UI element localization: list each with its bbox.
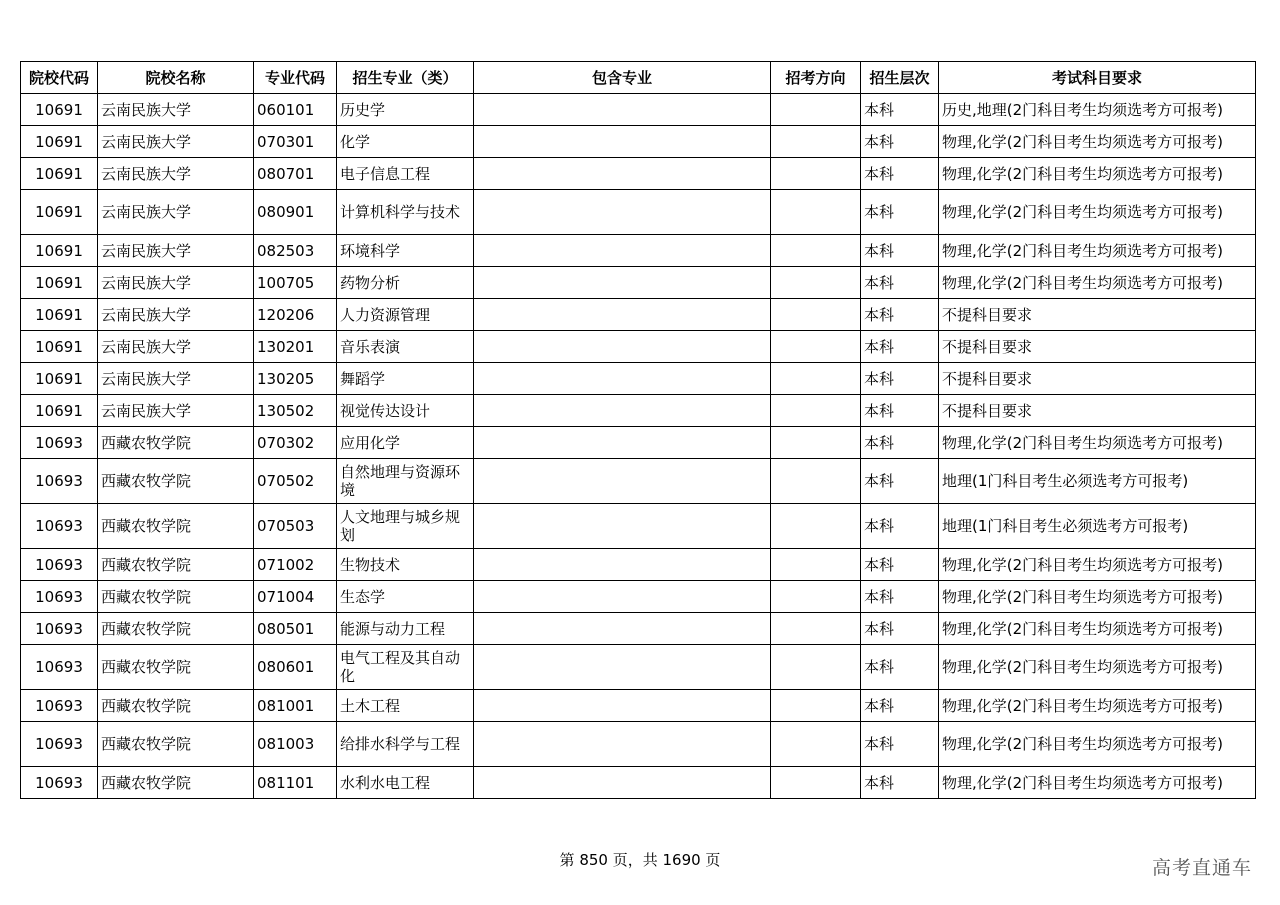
major-code-cell: 120206 [254,299,337,331]
major-code-cell: 080701 [254,158,337,190]
requirement-cell: 不提科目要求 [939,363,1256,395]
major-cell: 舞蹈学 [337,363,474,395]
school-code-cell: 10691 [21,363,98,395]
table-row [21,158,1256,190]
major-code-cell: 070502 [254,459,337,504]
school-code-cell: 10693 [21,427,98,459]
school-code-cell: 10691 [21,190,98,235]
school-name-cell: 云南民族大学 [98,94,254,126]
major-cell: 化学 [337,126,474,158]
school-code-cell: 10693 [21,504,98,549]
direction-cell [771,504,861,549]
direction-cell [771,767,861,799]
school-code-cell: 10693 [21,613,98,645]
level-cell: 本科 [861,581,939,613]
school-code-cell: 10691 [21,331,98,363]
school-name-cell: 西藏农牧学院 [98,581,254,613]
major-code-cell: 130205 [254,363,337,395]
major-cell: 人文地理与城乡规划 [337,504,474,549]
requirement-cell: 地理(1门科目考生必须选考方可报考) [939,459,1256,504]
school-name-cell: 西藏农牧学院 [98,690,254,722]
school-name-cell: 云南民族大学 [98,190,254,235]
school-code-cell: 10693 [21,722,98,767]
school-name-cell: 西藏农牧学院 [98,427,254,459]
school-code-cell: 10693 [21,645,98,690]
level-cell: 本科 [861,767,939,799]
table-row [21,767,1256,799]
direction-cell [771,427,861,459]
included-majors-cell [474,235,771,267]
requirement-cell: 物理,化学(2门科目考生均须选考方可报考) [939,613,1256,645]
major-code-cell: 070301 [254,126,337,158]
school-name-cell: 云南民族大学 [98,235,254,267]
header-major-code: 专业代码 [254,62,337,94]
table-row [21,549,1256,581]
major-cell: 电气工程及其自动化 [337,645,474,690]
school-name-cell: 西藏农牧学院 [98,504,254,549]
included-majors-cell [474,581,771,613]
level-cell: 本科 [861,395,939,427]
direction-cell [771,299,861,331]
school-name-cell: 西藏农牧学院 [98,767,254,799]
major-code-cell: 071004 [254,581,337,613]
direction-cell [771,690,861,722]
school-code-cell: 10691 [21,158,98,190]
header-row [21,62,1256,94]
table-row [21,299,1256,331]
major-cell: 视觉传达设计 [337,395,474,427]
direction-cell [771,549,861,581]
school-code-cell: 10693 [21,549,98,581]
direction-cell [771,126,861,158]
school-code-cell: 10691 [21,235,98,267]
level-cell: 本科 [861,549,939,581]
level-cell: 本科 [861,690,939,722]
level-cell: 本科 [861,190,939,235]
level-cell: 本科 [861,363,939,395]
level-cell: 本科 [861,299,939,331]
table-row [21,613,1256,645]
requirement-cell: 物理,化学(2门科目考生均须选考方可报考) [939,267,1256,299]
direction-cell [771,331,861,363]
included-majors-cell [474,549,771,581]
major-cell: 水利水电工程 [337,767,474,799]
direction-cell [771,267,861,299]
header-direction: 招考方向 [771,62,861,94]
school-name-cell: 云南民族大学 [98,395,254,427]
table-row [21,267,1256,299]
requirement-cell: 物理,化学(2门科目考生均须选考方可报考) [939,549,1256,581]
direction-cell [771,613,861,645]
included-majors-cell [474,363,771,395]
major-cell: 音乐表演 [337,331,474,363]
school-code-cell: 10691 [21,299,98,331]
direction-cell [771,158,861,190]
requirement-cell: 物理,化学(2门科目考生均须选考方可报考) [939,690,1256,722]
major-cell: 自然地理与资源环境 [337,459,474,504]
included-majors-cell [474,767,771,799]
school-name-cell: 云南民族大学 [98,363,254,395]
requirement-cell: 物理,化学(2门科目考生均须选考方可报考) [939,235,1256,267]
header-school-code: 院校代码 [21,62,98,94]
direction-cell [771,190,861,235]
requirement-cell: 物理,化学(2门科目考生均须选考方可报考) [939,158,1256,190]
level-cell: 本科 [861,645,939,690]
table-row [21,126,1256,158]
major-cell: 能源与动力工程 [337,613,474,645]
major-code-cell: 080901 [254,190,337,235]
included-majors-cell [474,126,771,158]
school-name-cell: 西藏农牧学院 [98,645,254,690]
school-name-cell: 云南民族大学 [98,158,254,190]
requirement-cell: 物理,化学(2门科目考生均须选考方可报考) [939,645,1256,690]
header-major: 招生专业（类） [337,62,474,94]
table-row [21,331,1256,363]
school-name-cell: 西藏农牧学院 [98,459,254,504]
school-name-cell: 西藏农牧学院 [98,613,254,645]
major-code-cell: 100705 [254,267,337,299]
requirement-cell: 历史,地理(2门科目考生均须选考方可报考) [939,94,1256,126]
requirement-cell: 物理,化学(2门科目考生均须选考方可报考) [939,427,1256,459]
table-row [21,363,1256,395]
included-majors-cell [474,645,771,690]
school-name-cell: 云南民族大学 [98,331,254,363]
requirement-cell: 不提科目要求 [939,395,1256,427]
major-code-cell: 070503 [254,504,337,549]
table-row [21,395,1256,427]
included-majors-cell [474,722,771,767]
table-row [21,645,1256,690]
level-cell: 本科 [861,504,939,549]
major-code-cell: 060101 [254,94,337,126]
table-row [21,427,1256,459]
direction-cell [771,363,861,395]
school-code-cell: 10691 [21,395,98,427]
level-cell: 本科 [861,126,939,158]
major-code-cell: 071002 [254,549,337,581]
included-majors-cell [474,331,771,363]
school-name-cell: 西藏农牧学院 [98,549,254,581]
school-name-cell: 云南民族大学 [98,126,254,158]
school-code-cell: 10691 [21,94,98,126]
school-code-cell: 10691 [21,267,98,299]
table-row [21,722,1256,767]
included-majors-cell [474,267,771,299]
table-row [21,94,1256,126]
level-cell: 本科 [861,722,939,767]
major-code-cell: 082503 [254,235,337,267]
major-cell: 电子信息工程 [337,158,474,190]
requirement-cell: 不提科目要求 [939,331,1256,363]
major-cell: 药物分析 [337,267,474,299]
major-code-cell: 081003 [254,722,337,767]
major-cell: 历史学 [337,94,474,126]
included-majors-cell [474,158,771,190]
school-code-cell: 10691 [21,126,98,158]
level-cell: 本科 [861,613,939,645]
direction-cell [771,722,861,767]
direction-cell [771,94,861,126]
level-cell: 本科 [861,235,939,267]
major-code-cell: 130502 [254,395,337,427]
major-code-cell: 080501 [254,613,337,645]
requirement-cell: 物理,化学(2门科目考生均须选考方可报考) [939,190,1256,235]
table-row [21,504,1256,549]
major-code-cell: 130201 [254,331,337,363]
direction-cell [771,645,861,690]
table-row [21,581,1256,613]
school-code-cell: 10693 [21,690,98,722]
major-cell: 生物技术 [337,549,474,581]
table-row [21,690,1256,722]
direction-cell [771,395,861,427]
level-cell: 本科 [861,158,939,190]
included-majors-cell [474,94,771,126]
table-row [21,190,1256,235]
included-majors-cell [474,427,771,459]
header-level: 招生层次 [861,62,939,94]
included-majors-cell [474,504,771,549]
level-cell: 本科 [861,94,939,126]
included-majors-cell [474,395,771,427]
requirement-cell: 物理,化学(2门科目考生均须选考方可报考) [939,581,1256,613]
major-cell: 生态学 [337,581,474,613]
requirement-cell: 物理,化学(2门科目考生均须选考方可报考) [939,126,1256,158]
watermark: 高考直通车 [1151,857,1252,879]
header-requirement: 考试科目要求 [939,62,1256,94]
major-cell: 给排水科学与工程 [337,722,474,767]
header-included-majors: 包含专业 [474,62,771,94]
major-cell: 土木工程 [337,690,474,722]
table-row [21,459,1256,504]
major-cell: 应用化学 [337,427,474,459]
requirement-cell: 物理,化学(2门科目考生均须选考方可报考) [939,722,1256,767]
table-row [21,235,1256,267]
major-cell: 人力资源管理 [337,299,474,331]
requirement-cell: 物理,化学(2门科目考生均须选考方可报考) [939,767,1256,799]
included-majors-cell [474,690,771,722]
level-cell: 本科 [861,267,939,299]
school-code-cell: 10693 [21,767,98,799]
direction-cell [771,459,861,504]
major-code-cell: 081001 [254,690,337,722]
admissions-table [20,61,1256,799]
school-code-cell: 10693 [21,459,98,504]
header-school-name: 院校名称 [98,62,254,94]
included-majors-cell [474,613,771,645]
school-code-cell: 10693 [21,581,98,613]
major-code-cell: 070302 [254,427,337,459]
major-cell: 计算机科学与技术 [337,190,474,235]
level-cell: 本科 [861,427,939,459]
school-name-cell: 云南民族大学 [98,299,254,331]
major-code-cell: 080601 [254,645,337,690]
school-name-cell: 云南民族大学 [98,267,254,299]
included-majors-cell [474,299,771,331]
requirement-cell: 不提科目要求 [939,299,1256,331]
included-majors-cell [474,190,771,235]
requirement-cell: 地理(1门科目考生必须选考方可报考) [939,504,1256,549]
direction-cell [771,235,861,267]
level-cell: 本科 [861,459,939,504]
school-name-cell: 西藏农牧学院 [98,722,254,767]
level-cell: 本科 [861,331,939,363]
major-cell: 环境科学 [337,235,474,267]
major-code-cell: 081101 [254,767,337,799]
page-number: 第 850 页，共 1690 页 [559,851,721,869]
included-majors-cell [474,459,771,504]
direction-cell [771,581,861,613]
